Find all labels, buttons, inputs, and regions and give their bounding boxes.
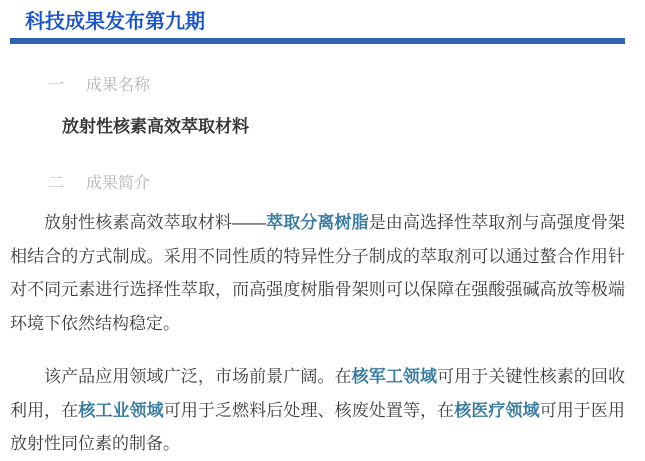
- highlight-term: 核工业领域: [78, 400, 164, 420]
- highlight-term: 萃取分离树脂: [266, 213, 369, 232]
- text-segment: 可用于医用放射性同位素的制备。: [10, 400, 626, 453]
- page-header: [0, 0, 645, 35]
- document-body: [0, 72, 645, 461]
- section-number: 二: [48, 175, 65, 192]
- header-divider-line: [10, 38, 625, 44]
- paragraph-applications: [10, 360, 625, 461]
- text-segment: 是由高选择性萃取剂与高强度骨架相结合的方式制成。采用不同性质的特异性分子制成的萃取剂可以通过螯合作用针对不同元素进行选择性萃取，而高强度树脂骨架则可以保障在强酸强碱高放等极端环境下依然结构稳定。: [10, 213, 625, 333]
- text-segment: 放射性核素高效萃取材料——: [44, 213, 267, 232]
- section-heading-intro: [10, 170, 625, 193]
- section-heading-name: [10, 72, 625, 95]
- text-segment: 可用于关键性核素的回收利用，在: [10, 367, 626, 420]
- text-segment: 可用于乏燃料后处理、核废处置等，在: [163, 400, 455, 420]
- section-number: 一: [48, 77, 65, 94]
- highlight-term: 核医疗领域: [454, 400, 540, 420]
- highlight-term: 核军工领域: [351, 367, 438, 386]
- text-segment: 该产品应用领域广泛，市场前景广阔。在: [44, 367, 352, 386]
- achievement-name: 放射性核素高效萃取材料: [62, 117, 249, 136]
- section-label: 成果名称: [86, 77, 151, 94]
- section-label: 成果简介: [86, 175, 151, 192]
- paragraph-intro: [10, 206, 625, 340]
- page-title: 科技成果发布第九期: [25, 11, 205, 33]
